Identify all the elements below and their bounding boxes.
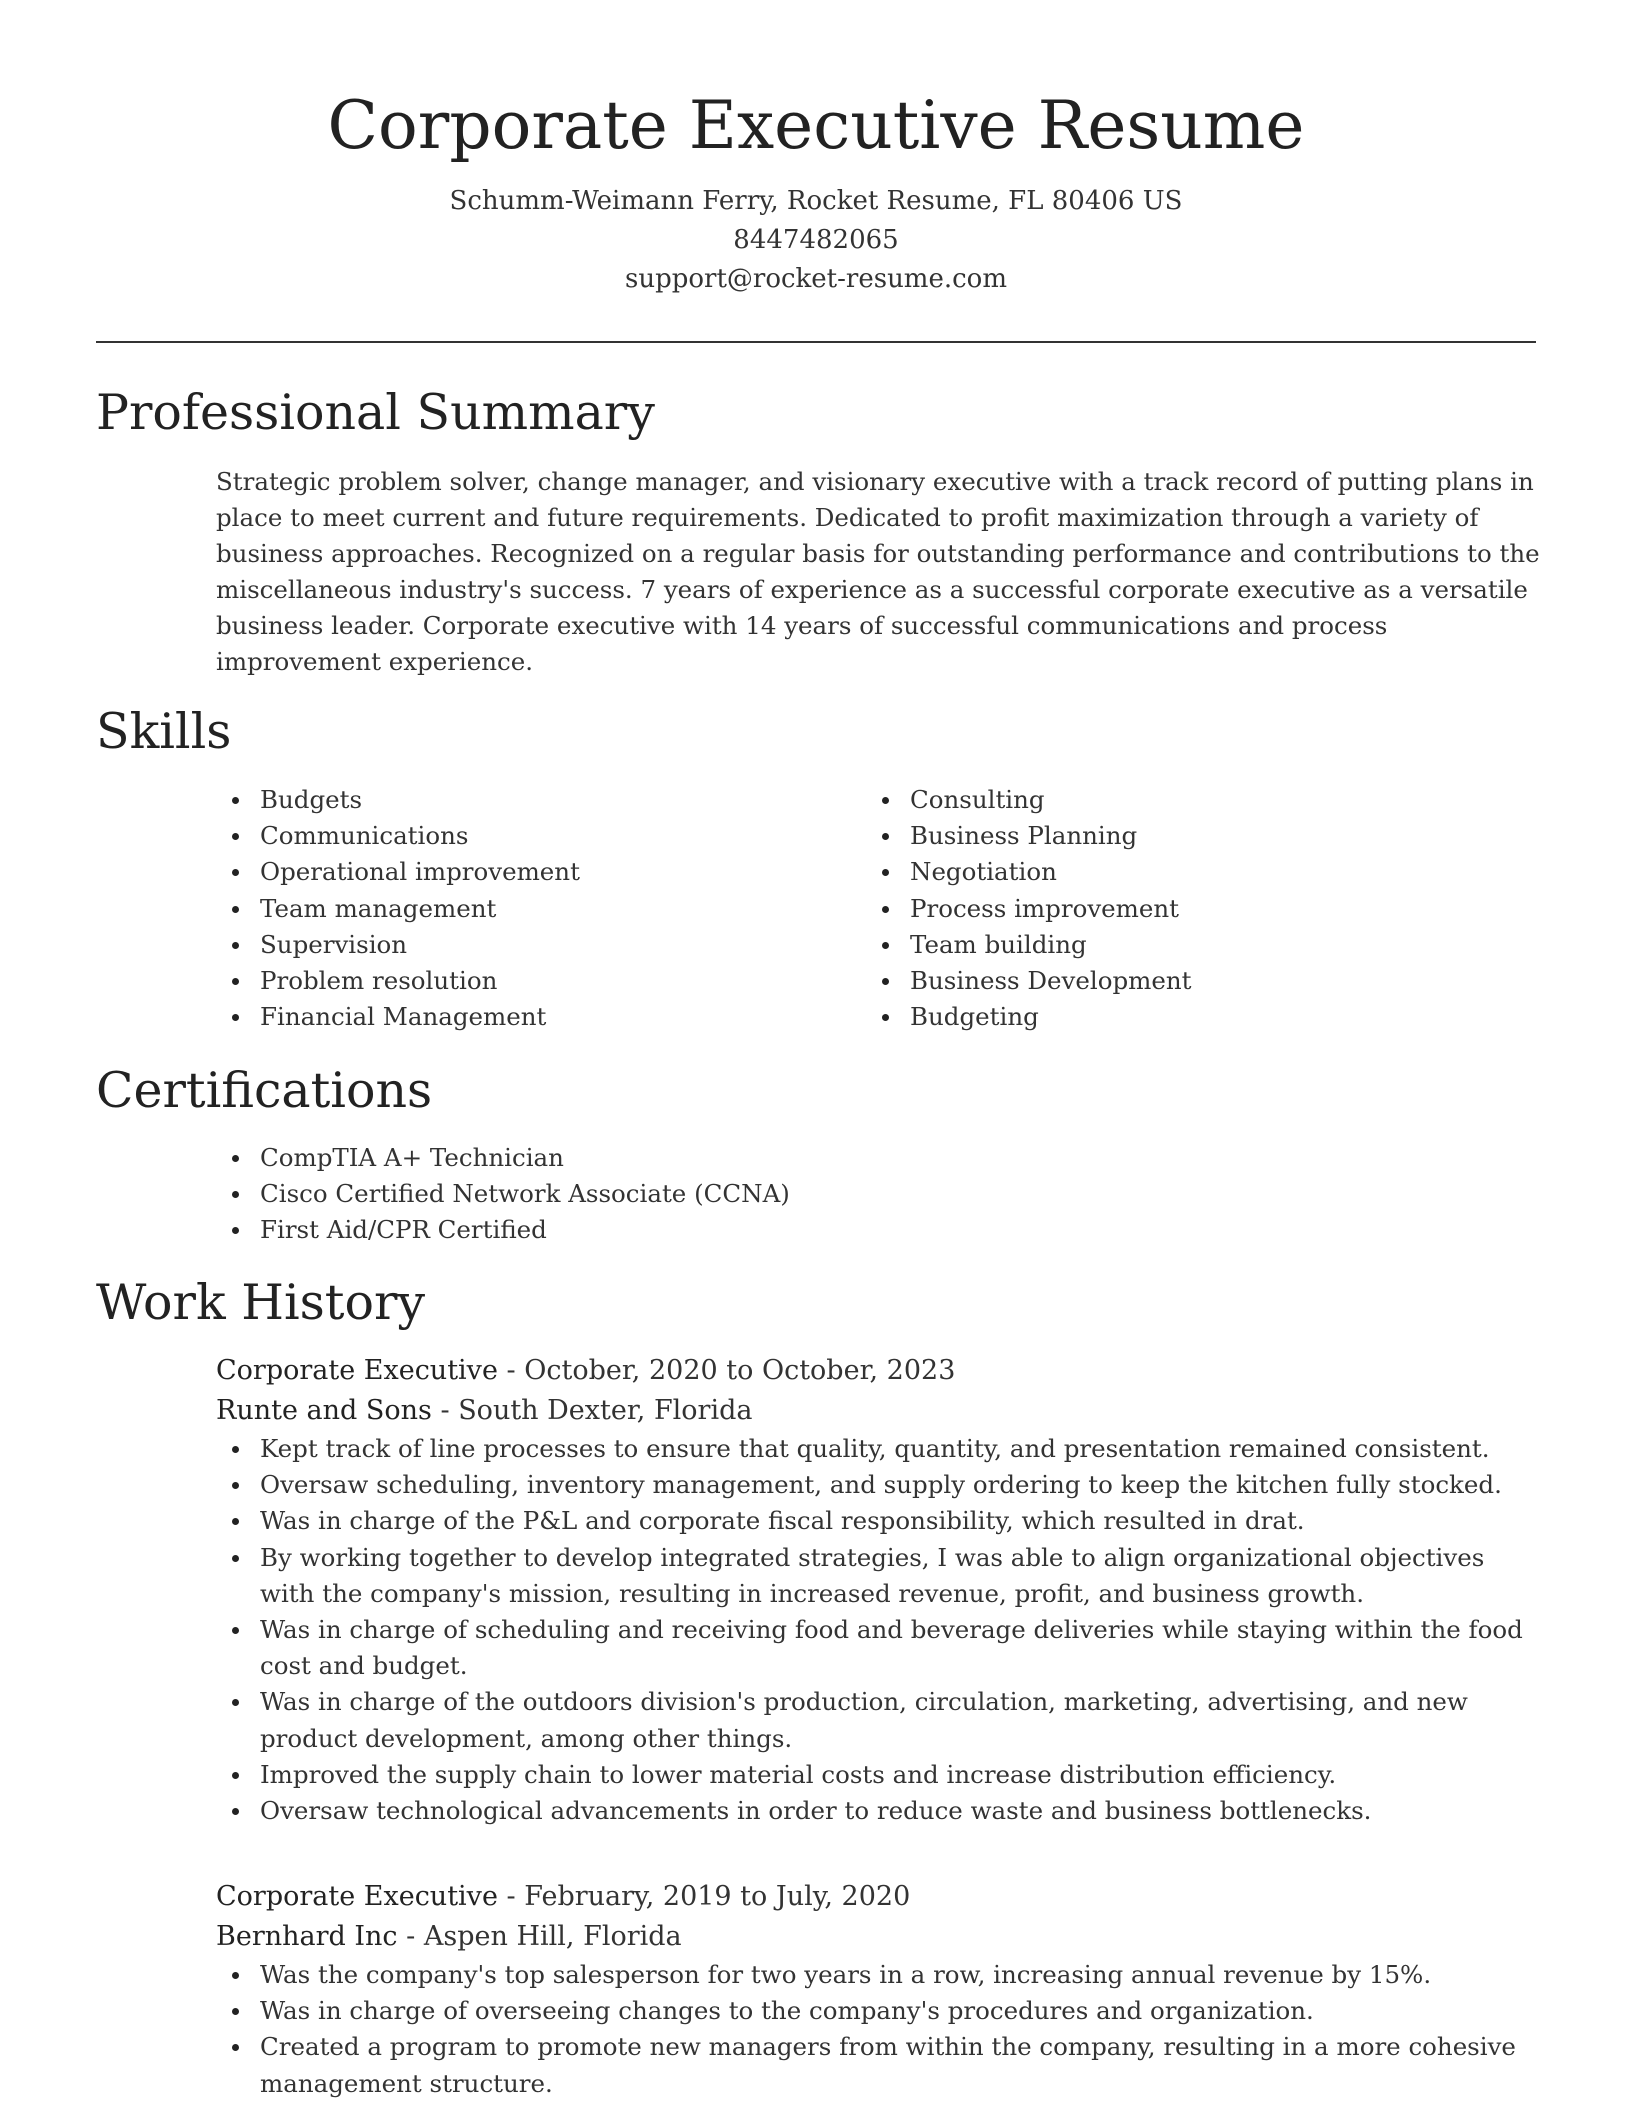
- job-bullet: By working together to develop integrated strategies, I was able to align organizational objectives with the company's mission, resulting in increased revenue, profit, and business growth.: [216, 1540, 1546, 1612]
- certification-item: First Aid/CPR Certified: [216, 1212, 1536, 1248]
- skills-list-right: [866, 782, 1526, 1035]
- resume-title: Corporate Executive Resume: [327, 87, 1305, 164]
- job-bullet: Was in charge of scheduling and receiving food and beverage deliveries while staying within the food cost and budget.: [216, 1612, 1546, 1684]
- skill-item: Problem resolution: [216, 963, 816, 999]
- section-title-certifications: Certifications: [96, 1062, 433, 1119]
- job-company: Bernhard Inc: [216, 1921, 398, 1952]
- job-role: Corporate Executive: [216, 1881, 498, 1912]
- skill-item: Budgets: [216, 782, 816, 818]
- skill-item: Consulting: [866, 782, 1526, 818]
- skills-list-left: [216, 782, 816, 1035]
- skill-item: Business Development: [866, 963, 1526, 999]
- certifications-list: [216, 1140, 1536, 1249]
- contact-email: support@rocket-resume.com: [624, 264, 1007, 294]
- skill-item: Negotiation: [866, 854, 1526, 890]
- job-bullet: Oversaw scheduling, inventory management, and supply ordering to keep the kitchen fully stocked.: [216, 1467, 1546, 1503]
- skill-item: Financial Management: [216, 999, 816, 1035]
- job-bullet: Was the company's top salesperson for two years in a row, increasing annual revenue by 15%.: [216, 1957, 1546, 1993]
- job-title-line: [216, 1877, 1546, 1917]
- skill-item: Team management: [216, 891, 816, 927]
- section-title-work-history: Work History: [96, 1274, 426, 1331]
- job-entry: [216, 1877, 1546, 2102]
- header-divider: [96, 341, 1536, 343]
- skill-item: Team building: [866, 927, 1526, 963]
- job-dates: February, 2019 to July, 2020: [524, 1881, 911, 1912]
- job-company-line: [216, 1391, 1546, 1431]
- contact-block: [0, 182, 1632, 299]
- job-company-line: [216, 1917, 1546, 1957]
- job-separator: -: [406, 1921, 424, 1952]
- job-bullets: [172, 1431, 1546, 1829]
- job-location: Aspen Hill, Florida: [423, 1921, 682, 1952]
- certification-item: Cisco Certified Network Associate (CCNA): [216, 1176, 1536, 1212]
- resume-header: [0, 0, 1632, 299]
- summary-text: Strategic problem solver, change manager, and visionary executive with a track record of putting plans in place to meet current and future requirements. Dedicated to profit maximization through a variety of business approaches. Recognized on a regular basis for outstanding performance and contributions to the miscellaneous industry's success. 7 years of experience as a successful corporate executive as a versatile business leader. Corporate executive with 14 years of successful communications and process improvement experience.: [216, 467, 1540, 676]
- certification-item: CompTIA A+ Technician: [216, 1140, 1536, 1176]
- skill-item: Operational improvement: [216, 854, 816, 890]
- skill-item: Business Planning: [866, 818, 1526, 854]
- contact-phone: 8447482065: [733, 225, 899, 255]
- job-bullet: Created a program to promote new managers from within the company, resulting in a more cohesive management structure.: [216, 2029, 1546, 2101]
- job-entry: [216, 1351, 1546, 1829]
- job-separator: -: [440, 1395, 459, 1426]
- job-company: Runte and Sons: [216, 1395, 432, 1426]
- job-bullet: Oversaw technological advancements in order to reduce waste and business bottlenecks.: [216, 1793, 1546, 1829]
- job-bullet: Kept track of line processes to ensure that quality, quantity, and presentation remained consistent.: [216, 1431, 1546, 1467]
- job-location: South Dexter, Florida: [458, 1395, 753, 1426]
- job-separator: -: [506, 1881, 525, 1912]
- job-bullet: Was in charge of overseeing changes to the company's procedures and organization.: [216, 1993, 1546, 2029]
- job-role: Corporate Executive: [216, 1355, 498, 1386]
- job-bullets: [172, 1957, 1546, 2102]
- job-bullet: Was in charge of the outdoors division's production, circulation, marketing, advertising, and new product development, among other things.: [216, 1684, 1546, 1756]
- skill-item: Communications: [216, 818, 816, 854]
- skill-item: Supervision: [216, 927, 816, 963]
- job-dates: October, 2020 to October, 2023: [524, 1355, 956, 1386]
- job-separator: -: [506, 1355, 525, 1386]
- skill-item: Process improvement: [866, 891, 1526, 927]
- job-bullet: Was in charge of the P&L and corporate fiscal responsibility, which resulted in drat.: [216, 1503, 1546, 1539]
- section-title-skills: Skills: [96, 703, 232, 760]
- job-title-line: [216, 1351, 1546, 1391]
- section-title-summary: Professional Summary: [96, 384, 655, 441]
- contact-address: Schumm-Weimann Ferry, Rocket Resume, FL 80406 US: [449, 186, 1183, 216]
- skill-item: Budgeting: [866, 999, 1526, 1035]
- job-bullet: Improved the supply chain to lower material costs and increase distribution efficiency.: [216, 1757, 1546, 1793]
